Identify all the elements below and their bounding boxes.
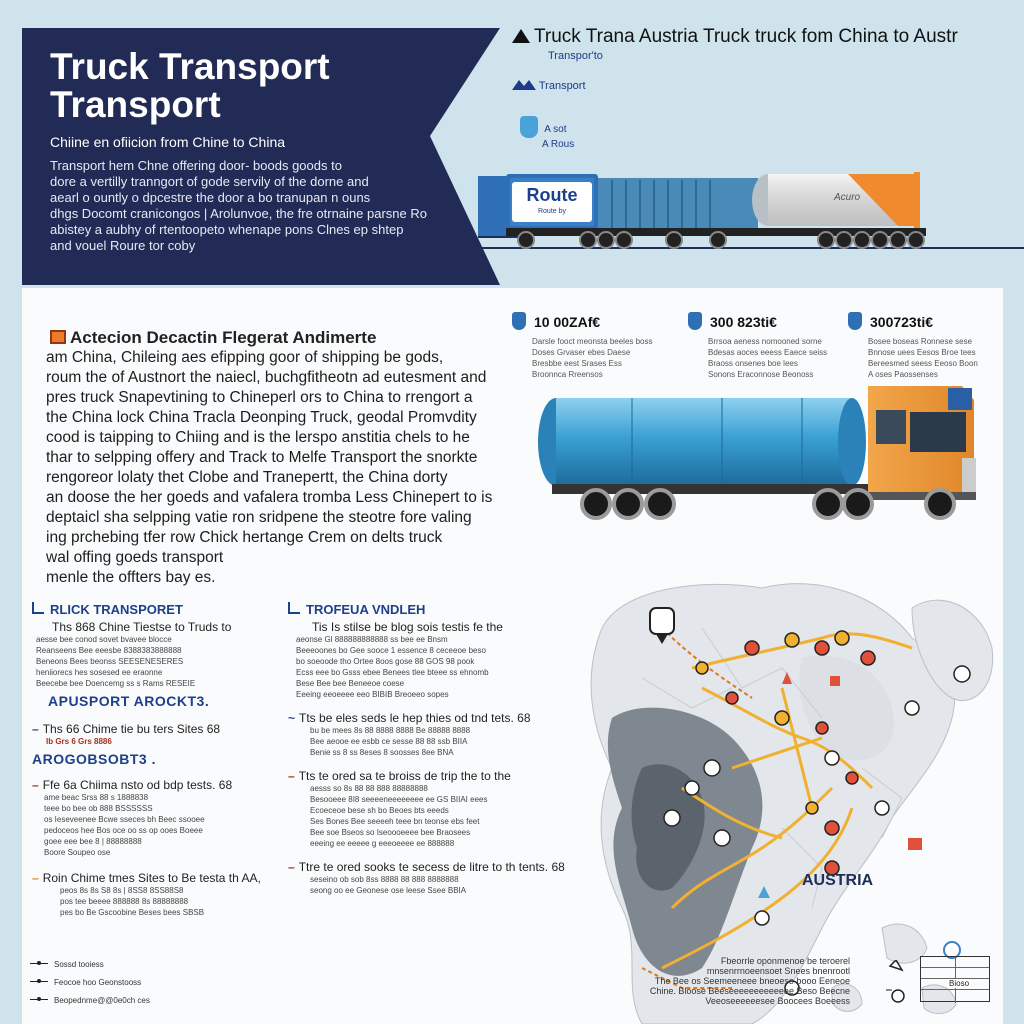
top-right-row-label: Transport <box>538 80 586 92</box>
footer-table-label: Bioso <box>949 979 970 988</box>
col2-small-line: eeeing ee eeeee g eeeoeeee ee 888888 <box>310 839 455 848</box>
intro-line: wal offing goeds transport <box>46 549 224 566</box>
main-panel <box>22 288 1003 1024</box>
stat-line: Sonons Eraconnose Beonoss <box>708 370 814 379</box>
stat-card <box>688 312 838 380</box>
col2-small-line: Ecoeceoe bese sh bo Beoes bts eeeds <box>310 806 449 815</box>
col1-small-line: Reanseens Bee eeesbe 8388383888888 <box>36 646 182 655</box>
intro-line: thar to selpping offery and Track to Melfe Transport the snorkte <box>46 449 478 466</box>
stat-line: Bosee boseas Ronnese sese <box>868 337 973 346</box>
banner-desc-line: dore a vertilly tranngort of gode servily of the dorne and <box>50 174 369 189</box>
route-line-icon <box>30 981 48 982</box>
route-logo <box>512 182 592 222</box>
intro-line: pres truck Snapevtining to Chineperl ors to China to rrengort a <box>46 389 473 406</box>
col1-p3-line: Ffe 6a Chiima nsto od bdp tests. 68 <box>42 778 233 792</box>
banner-title-line1: Truck Transport <box>50 46 330 87</box>
footer-note-line: The Bee os Seemeeneee bneoeso booo Eeneoe <box>654 976 850 986</box>
col2-title: TROFEUA VNDLEH <box>306 602 426 617</box>
col1-small-line: ame beac Srss 88 s 1888838 <box>44 793 149 802</box>
col2-small-line: aeonse Gl 888888888888 ss bee ee Bnsm <box>296 635 448 644</box>
stat-card <box>512 312 662 380</box>
col2-small-line: Ses Bones Bee seeeeh teee bn teonse ebs feet <box>310 817 480 826</box>
stat-value: 10 00ZAf€ <box>534 314 601 330</box>
intro-line: deptaicl sha selpping vatie ron sridpene the steotre fore valing <box>46 509 472 526</box>
shield-icon <box>688 312 702 330</box>
stat-value: 300 823ti€ <box>710 314 777 330</box>
col1-small-line: peos 8s 8s S8 8s | 8SS8 8SS88S8 <box>60 886 184 895</box>
stat-line: Broonnca Rreensos <box>532 370 603 379</box>
stat-line: Bresbbe eest Srases Ess <box>532 359 622 368</box>
intro-line: menle the offters bay es. <box>46 569 216 586</box>
col1-small-line: pos tee beeee 888888 8s 88888888 <box>60 897 189 906</box>
top-right-icon-label-a: A sot <box>544 124 567 135</box>
intro-body <box>46 348 526 588</box>
top-right-icon-row <box>520 116 574 151</box>
map-label-austria: AUSTRIA <box>802 872 874 889</box>
col2-small-line: aesss so 8s 88 88 888 88888888 <box>310 784 428 793</box>
col2-p4-line: Ttre te ored sooks te secess de litre to th tents. 68 <box>298 860 565 874</box>
arrow-icon: – <box>32 871 39 885</box>
chart-icon <box>32 602 44 614</box>
shield-icon <box>848 312 862 330</box>
footer-note-line: mnsenrrnoeensoet Snees bnenrootl <box>706 966 850 976</box>
col1-small-line: heniiorecs hes sosesed ee eraonne <box>36 668 163 677</box>
col1-small-line: Beneons Bees beonss SEESENESERES <box>36 657 184 666</box>
col2-small-line: bo soeoode tho Ortee 8oos gose 88 GOS 98 pook <box>296 657 475 666</box>
top-right-subtitle: Transpor'to <box>548 50 603 62</box>
intro-line: the China lock China Tracla Deonping Truck, geodal Promvdity <box>46 409 477 426</box>
legend <box>30 960 150 1014</box>
flag-icon <box>50 330 66 344</box>
arrow-icon: – <box>32 778 39 792</box>
stat-line: Bdesas aoces eeess Eaece seiss <box>708 348 828 357</box>
legend-label: Beopednme@@0e0ch ces <box>54 996 150 1005</box>
hand-icon <box>520 116 538 138</box>
footer-table <box>920 956 990 1002</box>
banner-desc-line: abistey a aubhy of rtentoopeto whenape pons Clnes ep shtep <box>50 222 404 237</box>
col1-small-line: pes bo Be Gscoobine Beses bees SBSB <box>60 908 205 917</box>
banner-subtitle: Chiine en ofiicion from Chine to China <box>50 134 286 150</box>
banner-text <box>50 48 450 254</box>
col2-small-line: Beeeoones bo Gee sooce 1 essence 8 ceceeoe beso <box>296 646 486 655</box>
intro-line: an doose the her goeds and vafalera tromba Less Chinepert to is <box>46 489 493 506</box>
footer-note-line: Chine. Bloose Beeseeeeeeeeeeeee Beso Beecne <box>649 986 850 996</box>
route-logo-text: Route <box>526 185 578 205</box>
col1-title: RLICK TRANSPORET <box>50 602 183 617</box>
col2-p2-line: Tts be eles seds le hep thies od tnd tets. 68 <box>299 711 531 725</box>
column-1 <box>32 602 282 918</box>
banner-title-line2: Transport <box>50 84 221 125</box>
footer-icons <box>884 960 914 1011</box>
legend-label: Feocoe hoo Geonstooss <box>54 978 142 987</box>
stat-line: Bnnose uees Eesos Broe tees <box>868 348 976 357</box>
legend-item <box>30 996 150 1005</box>
banner-title <box>50 48 450 124</box>
intro-line: cood is taipping to Chiing and is the lerspo anstitia chels to he <box>46 429 470 446</box>
top-right-row <box>512 80 586 92</box>
col1-p2-highlight: Ib Grs 6 Grs 8886 <box>46 737 112 746</box>
col1-small-line: aesse bee conod sovet bvavee blocce <box>36 635 172 644</box>
top-right-icon-label-b: A Rous <box>542 139 575 150</box>
stat-value: 300723ti€ <box>870 314 934 330</box>
tank-label: Acuro <box>834 192 861 203</box>
footer-note-line: Fbeorrle oponmenoe be teroerel <box>720 956 850 966</box>
banner-desc-line: Transport hem Chne offering door- boods goods to <box>50 158 342 173</box>
tanker-truck-illustration <box>522 380 1002 540</box>
col1-heading-2: AROGOBSOBT3 . <box>32 751 156 767</box>
legend-item <box>30 960 150 969</box>
col1-small-line: goee eee bee 8 | 88888888 <box>44 837 142 846</box>
col2-small-line: bu be mees 8s 88 8888 8888 Be 88888 8888 <box>310 726 471 735</box>
top-right-title-text: Truck Trana Austria Truck truck fom China to Austr <box>534 26 958 47</box>
stat-line: Bereesmed seess Eeoso Boon <box>868 359 978 368</box>
banner-desc-line: aearl o ountly o dpcestre the door a bo tranupan n ouns <box>50 190 371 205</box>
col2-small-line: Bee aeooe ee esbb ce sesse 88 88 ssb BIIA <box>310 737 468 746</box>
route-logo-sub: Route by <box>537 208 567 215</box>
stat-line: Doses Grvaser ebes Daese <box>532 348 631 357</box>
top-truck-illustration <box>478 162 1024 254</box>
col2-small-line: Bese Bee bee Beneeoe coese <box>296 679 405 688</box>
banner-description <box>50 158 450 254</box>
intro-title-text: Actecion Decactin Flegerat Andimerte <box>70 328 377 347</box>
col1-small-line: Boore Soupeo ose <box>44 848 111 857</box>
banner-desc-line: and vouel Roure tor coby <box>50 238 196 253</box>
route-line-icon <box>30 999 48 1000</box>
col2-p1-line: Tis Is stilse be blog sois testis fe the <box>312 620 503 634</box>
chart-icon <box>288 602 300 614</box>
col1-small-line: os Ieseveenee Bcwe sseces bh Beec ssooee <box>44 815 205 824</box>
intro-line: rengoreor lolaty thet Clobe and Tranepertt, the China dorty <box>46 469 448 486</box>
arrow-icon: – <box>288 860 295 874</box>
col2-small-line: Eeeing eeoeeee eeo BIBIB Breoeeo sopes <box>296 690 449 699</box>
col2-small-line: Ecss eee bo Gsss ebee Benees tlee bteee ss ehnomb <box>296 668 489 677</box>
arrow-icon: – <box>32 722 39 736</box>
mountains-icon <box>512 80 536 90</box>
stat-line: A oses Paossenses <box>868 370 938 379</box>
column-2 <box>288 602 578 896</box>
arrow-icon: ~ <box>288 711 296 725</box>
col2-small-line: Benie ss 8 ss 8eses 8 soosses 8ee BNA <box>310 748 454 757</box>
col1-heading-1: APUSPORT AROCKT3. <box>48 693 210 709</box>
col1-small-line: Beecebe bee Doencemg ss s Rams RESEIE <box>36 679 196 688</box>
intro-line: am China, Chileing aes efipping goor of shipping be gods, <box>46 349 444 366</box>
stat-card <box>848 312 998 380</box>
col2-small-line: seong oo ee Geonese ose leese Ssee BBIA <box>310 886 467 895</box>
col2-small-line: Bee soe Bseos so Iseoooeeee bee Braosees <box>310 828 471 837</box>
top-right-title <box>512 26 1012 48</box>
footer-note-line: Veeoseeeeeesee Boocees Boeeess <box>705 996 850 1006</box>
intro-line: ing prchebing tfer row Chick hertange Crem on delts truck <box>46 529 443 546</box>
col1-p1-line: Ths 868 Chine Tiestse to Truds to <box>52 620 232 634</box>
col1-small-line: teee bo bee ob 888 BSSSSSS <box>44 804 153 813</box>
intro-title <box>50 328 376 348</box>
shield-icon <box>512 312 526 330</box>
header-banner <box>22 28 500 285</box>
col1-small-line: pedoceos hee Bos oce oo ss op ooes Boeee <box>44 826 203 835</box>
stat-line: Darsle fooct meonsta beeles boss <box>532 337 653 346</box>
footer-note <box>610 956 850 1006</box>
col1-p2-line: Ths 66 Chime tie bu ters Sites 68 <box>42 722 221 736</box>
stat-line: Braoss onsenes boe lees <box>708 359 798 368</box>
col2-small-line: seseino ob sob 8ss 8888 88 888 8888888 <box>310 875 459 884</box>
legend-label: Sossd tooiess <box>54 960 104 969</box>
col1-p4-line: Roin Chime tmes Sites to Be testa th AA, <box>42 871 261 885</box>
arrow-icon: – <box>288 769 295 783</box>
banner-desc-line: dhgs Docomt cranicongos | Arolunvoe, the fre otrnaine parsne Ro <box>50 206 427 221</box>
col2-small-line: Besooeee 8I8 seeeeneeeeeeee ee GS BIIAI eees <box>310 795 488 804</box>
intro-line: roum the of Austnort the naiecl, buchgfitheotn ad eutesment and <box>46 369 487 386</box>
route-line-icon <box>30 963 48 964</box>
mountain-icon <box>512 29 530 43</box>
stat-line: Brrsoa aeness nomooned sorne <box>708 337 822 346</box>
legend-item <box>30 978 150 987</box>
col2-p3-line: Tts te ored sa te broiss de trip the to the <box>298 769 511 783</box>
